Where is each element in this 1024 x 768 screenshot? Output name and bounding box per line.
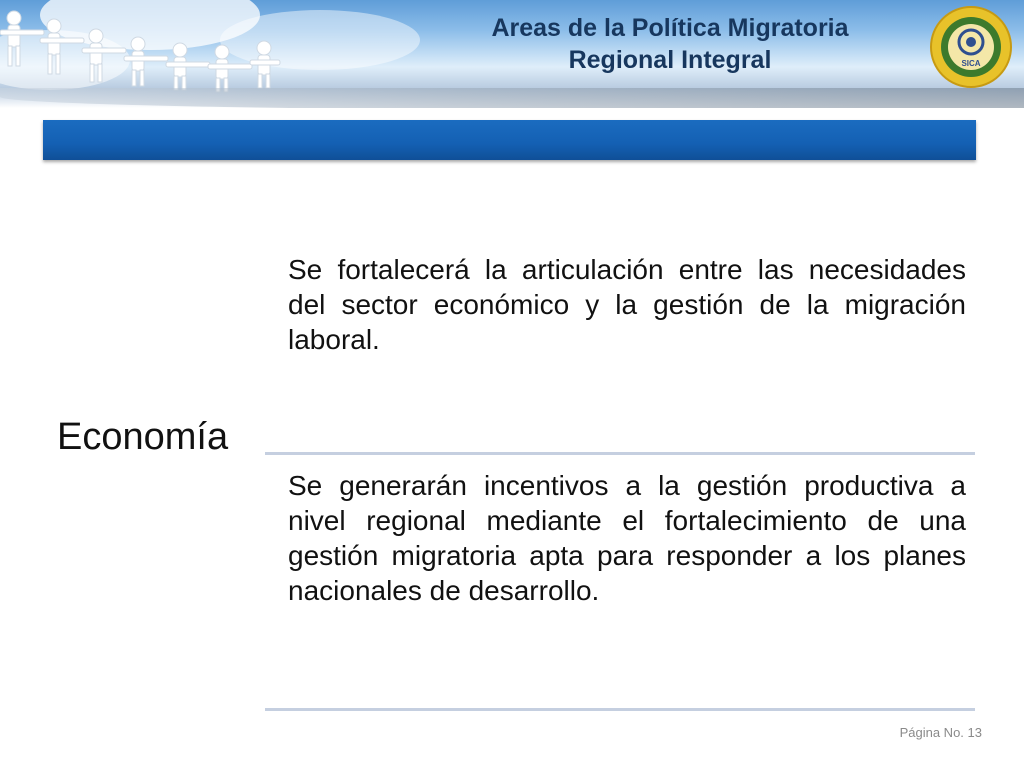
sica-logo-text: SICA bbox=[961, 59, 981, 68]
area-label: Economía bbox=[57, 416, 229, 458]
page-number: Página No. 13 bbox=[899, 725, 982, 740]
sica-seal-icon bbox=[930, 6, 1012, 88]
paper-chain-people-icon bbox=[0, 0, 360, 100]
header-swoosh bbox=[0, 88, 1024, 108]
slide-title-line2: Regional Integral bbox=[568, 46, 772, 74]
title-band bbox=[43, 120, 976, 160]
divider-line bbox=[265, 452, 975, 455]
bottom-divider-line bbox=[265, 708, 975, 711]
slide-title-line1: Areas de la Política Migratoria bbox=[491, 14, 849, 42]
economy-paragraph-1: Se fortalecerá la articulación entre las necesidades del sector económico y la gestión de la migración laboral. bbox=[288, 254, 966, 355]
slide-title bbox=[400, 12, 940, 76]
economy-paragraph-2: Se generarán incentivos a la gestión productiva a nivel regional mediante el fortalecimiento de una gestión migratoria apta para responder a los planes nacionales de desarrollo. bbox=[288, 470, 966, 606]
